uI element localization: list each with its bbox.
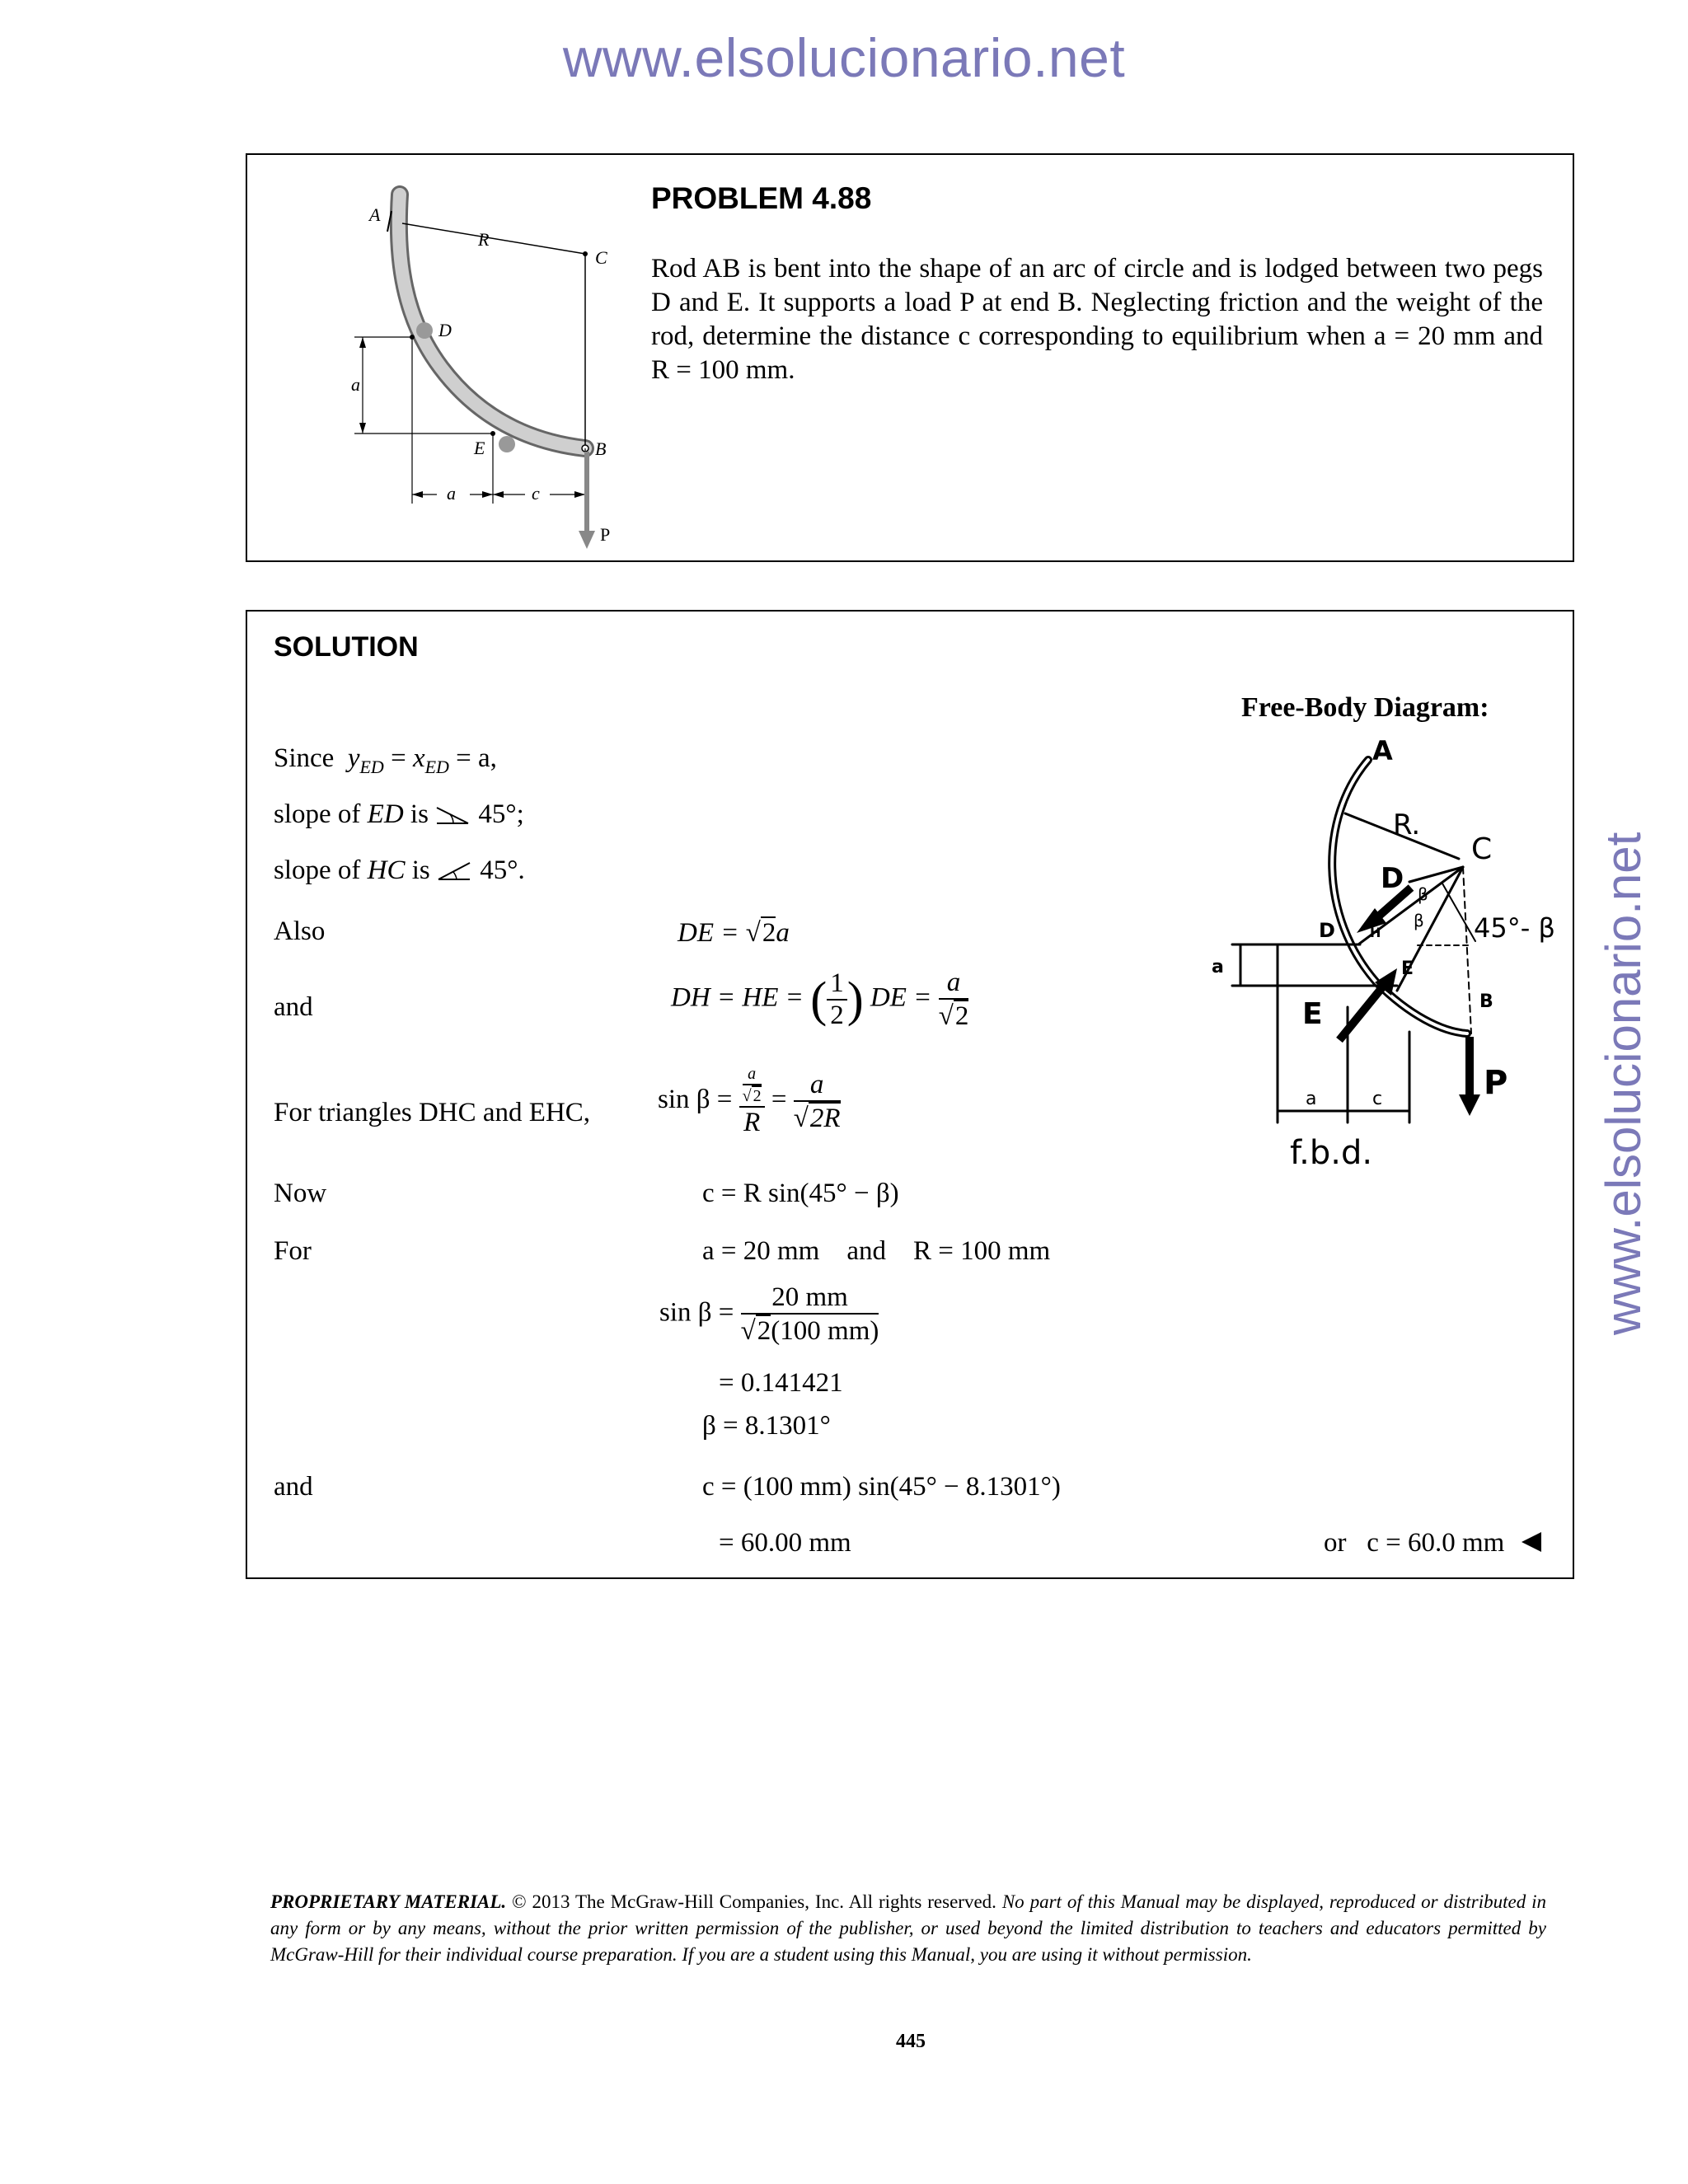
sincalc-rad: 2 [757,1316,771,1346]
final-answer [1324,1528,1543,1558]
fbd-label-h: H [1370,925,1381,940]
peg-e [499,436,515,452]
fig-label-a: A [369,204,381,225]
fig-label-a-dim: a [351,374,360,395]
free-body-diagram [1195,735,1574,1197]
watermark-top: www.elsolucionario.net [562,27,1126,88]
footer-copyright [270,1889,1546,1968]
for-eq [702,1236,1050,1267]
and2-label: and [274,1472,313,1502]
since-x: x [412,743,425,773]
since-eq: = [391,743,406,773]
value2: β = 8.1301° [702,1411,831,1441]
slope-ed-name: ED [367,799,404,829]
now-label: Now [274,1179,327,1208]
watermark-side-text: www.elsolucionario.net [1596,832,1651,1335]
page-number: 445 [896,2031,926,2052]
footer-italic: No part of this Manual may be displayed, reproduced or distributed in any form or by any means, without the prior written permission of the publisher, or used beyond the limited distribution to teachers and educators permitted by McGraw-Hill for their individual course preparation. If you are a student using this Manual, you are using it without permission. [270,1891,1546,1965]
also-var: a [776,918,790,948]
sin-beta-eq: sin β = $\frac{\frac{a}{√ 2}}{R}$ = $\frac{a}{√2R}$ [658,1065,841,1137]
sinb-small-rad: 2 [753,1087,762,1105]
angle-up-icon [437,860,473,882]
dh-frac-rad: 2 [954,1001,969,1031]
slope-ed-post: 45°; [478,799,524,829]
also-lhs: DE = [678,918,739,948]
also-rad: 2 [762,918,776,948]
sincalc-lhs: sin β = [659,1297,734,1328]
value1: = 0.141421 [719,1368,843,1398]
also-label: Also [274,916,326,946]
fig-label-a-horiz: a [447,483,456,504]
dh-lhs: DH = HE = [671,982,804,1013]
problem-statement: Rod AB is bent into the shape of an arc of circle and is lodged between two pegs D and E. It supports a load P at end B. Neglecting friction and the weight of the rod, determine the distance c corresponding to equilibrium when a = 20 mm and R = 100 mm. [651,254,1543,385]
sin-calc-eq: sin β = $\frac{20 mm}{√2(100 mm)}$ [659,1282,879,1346]
sinb-lhs: sin β = [658,1085,733,1115]
sinb-rad2: 2R [809,1103,841,1133]
answer-marker-icon [1520,1531,1543,1553]
fbd-label-e: E [1401,958,1414,979]
footer-normal: © 2013 The McGraw-Hill Companies, Inc. All rights reserved. [506,1891,1002,1912]
sincalc-den-rest: (100 mm) [771,1316,879,1346]
fbd-label-beta2: β [1414,911,1424,930]
footer-bold: PROPRIETARY MATERIAL. [270,1891,507,1912]
peg-d [416,322,433,339]
and1-label: and [274,992,313,1022]
fbd-label-p: P [1484,1064,1508,1102]
fbd-label-c-horiz: c [1372,1089,1383,1109]
fbd-label-a-horiz: a [1306,1089,1317,1109]
fig-label-c-dim: c [532,483,540,504]
since-sub1: ED [359,757,384,777]
sinb-den: R [743,1108,761,1137]
fbd-label-c: C [1471,832,1493,866]
half-num: 1 [827,968,847,1001]
for-label: For [274,1236,312,1266]
fbd-label-b: B [1479,991,1493,1012]
fbd-label-e-force: E [1302,997,1323,1031]
dh-mid: DE = [870,982,932,1013]
fig-label-d: D [438,320,452,340]
also-eq: DE = √2a [678,918,790,948]
for-eq1: a = 20 mm [702,1236,820,1266]
for-and: and [846,1236,887,1266]
problem-figure [280,162,643,557]
now-eq: c = R sin(45° − β) [702,1179,899,1208]
watermark-side [1595,832,1652,1335]
fig-label-e: E [474,438,485,458]
fig-label-b: B [595,438,607,459]
since-line [274,743,497,778]
for-eq2: R = 100 mm [913,1236,1051,1266]
and2-eq: c = (100 mm) sin(45° − 8.1301°) [702,1472,1061,1502]
fbd-label-beta1: β [1418,884,1428,904]
since-y: y [347,743,360,773]
result-eq: = 60.00 mm [719,1528,851,1558]
since-sub2: ED [424,757,449,777]
fbd-label-d: D [1319,919,1335,942]
dh-frac-num: a [939,968,969,1000]
angle-down-icon [435,804,471,826]
slope-ed-line [274,799,524,830]
slope-ed-pre: slope of [274,799,361,829]
fig-label-p: P [600,524,611,545]
slope-hc-mid: is [411,855,430,885]
solution-box [246,610,1574,1579]
slope-ed-mid: is [410,799,429,829]
half-den: 2 [830,1001,844,1030]
dh-he-eq: DH = HE = ( $\frac{1}{2}$ ) DE = $\frac{a}{√2}$ [671,968,969,1031]
slope-hc-pre: slope of [274,855,361,885]
sinb-num2: a [794,1070,841,1102]
solution-title: SOLUTION [274,631,419,663]
fbd-label-a-dim: a [1212,957,1224,977]
radius-line [402,223,585,254]
final-answer-text: or c = 60.0 mm [1324,1528,1505,1558]
slope-hc-name: HC [367,855,406,885]
fig-label-c-point: C [595,247,607,268]
sinb-eq: = [771,1085,787,1115]
fbd-label-d-force: D [1381,862,1404,895]
fbd-label-angle: 45°- β [1474,912,1555,944]
sinb-small-num: a [743,1065,762,1085]
slope-hc-post: 45°. [480,855,525,885]
since-label: Since [274,743,335,773]
fbd-title: Free-Body Diagram: [1241,692,1489,723]
fbd-label-a: A [1372,735,1393,766]
triangles-label: For triangles DHC and EHC, [274,1098,591,1127]
fbd-label-r: R. [1393,808,1421,841]
slope-hc-line [274,855,525,886]
sincalc-num: 20 mm [741,1282,879,1315]
since-rest: = a, [456,743,497,773]
fig-label-r: R [478,229,490,250]
problem-box [246,153,1574,562]
fbd-caption: f.b.d. [1290,1134,1373,1172]
problem-title: PROBLEM 4.88 [651,181,872,215]
